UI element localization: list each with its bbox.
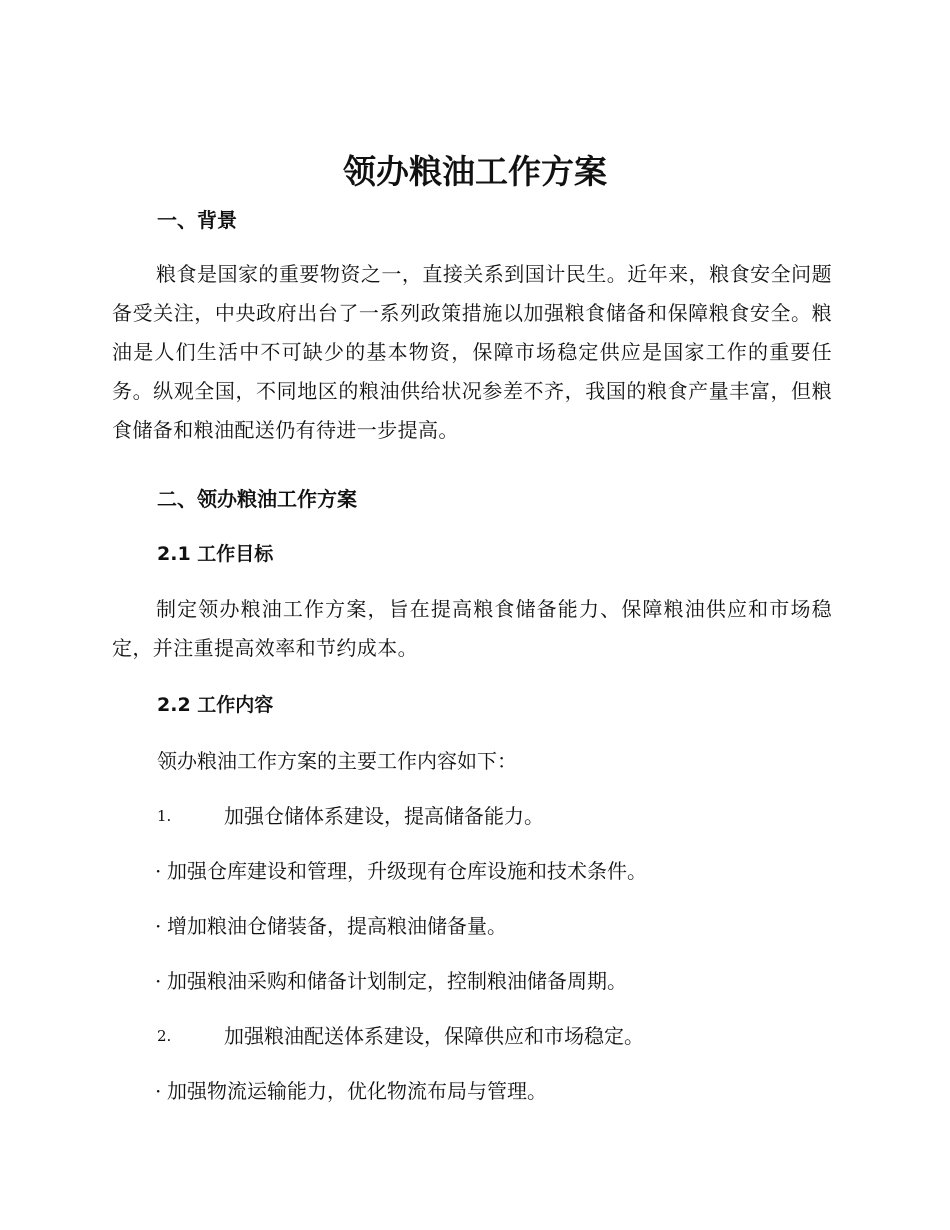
bullet-text: 加强仓库建设和管理，升级现有仓库设施和技术条件。	[167, 859, 647, 883]
bullet-dot: ·	[155, 1079, 162, 1103]
list-item-number: 2.	[157, 1027, 172, 1045]
subheading-goal: 2.1 工作目标	[157, 543, 274, 565]
document-title: 领办粮油工作方案	[343, 152, 607, 191]
bullet-text: 增加粮油仓储装备，提高粮油储备量。	[167, 914, 507, 938]
bullet-dot: ·	[155, 969, 162, 993]
bullet-text: 加强物流运输能力，优化物流布局与管理。	[167, 1079, 547, 1103]
list-item-text: 加强粮油配送体系建设，保障供应和市场稳定。	[224, 1024, 644, 1048]
bullet-item	[155, 966, 627, 996]
bullet-item	[155, 856, 647, 886]
bullet-dot: ·	[155, 914, 162, 938]
bullet-dot: ·	[155, 859, 162, 883]
section-heading-background: 一、背景	[157, 208, 237, 232]
background-paragraph: 粮食是国家的重要物资之一，直接关系到国计民生。近年来，粮食安全问题备受关注，中央政府出台了一系列政策措施以加强粮食储备和保障粮食安全。粮油是人们生活中不可缺少的基本物资，保障市场稳定供应是国家工作的重要任务。纵观全国，不同地区的粮油供给状况参差不齐，我国的粮食产量丰富，但粮食储备和粮油配送仍有待进一步提高。	[112, 262, 832, 442]
goal-paragraph: 制定领办粮油工作方案，旨在提高粮食储备能力、保障粮油供应和市场稳定，并注重提高效率和节约成本。	[112, 597, 832, 660]
section-heading-plan: 二、领办粮油工作方案	[157, 487, 357, 511]
bullet-item	[155, 911, 507, 941]
bullet-item	[155, 1076, 547, 1106]
subheading-content: 2.2 工作内容	[157, 694, 274, 716]
bullet-text: 加强粮油采购和储备计划制定，控制粮油储备周期。	[167, 969, 627, 993]
content-intro: 领办粮油工作方案的主要工作内容如下：	[157, 749, 517, 773]
list-item-text: 加强仓储体系建设，提高储备能力。	[224, 804, 544, 828]
list-item-number: 1.	[157, 807, 172, 825]
